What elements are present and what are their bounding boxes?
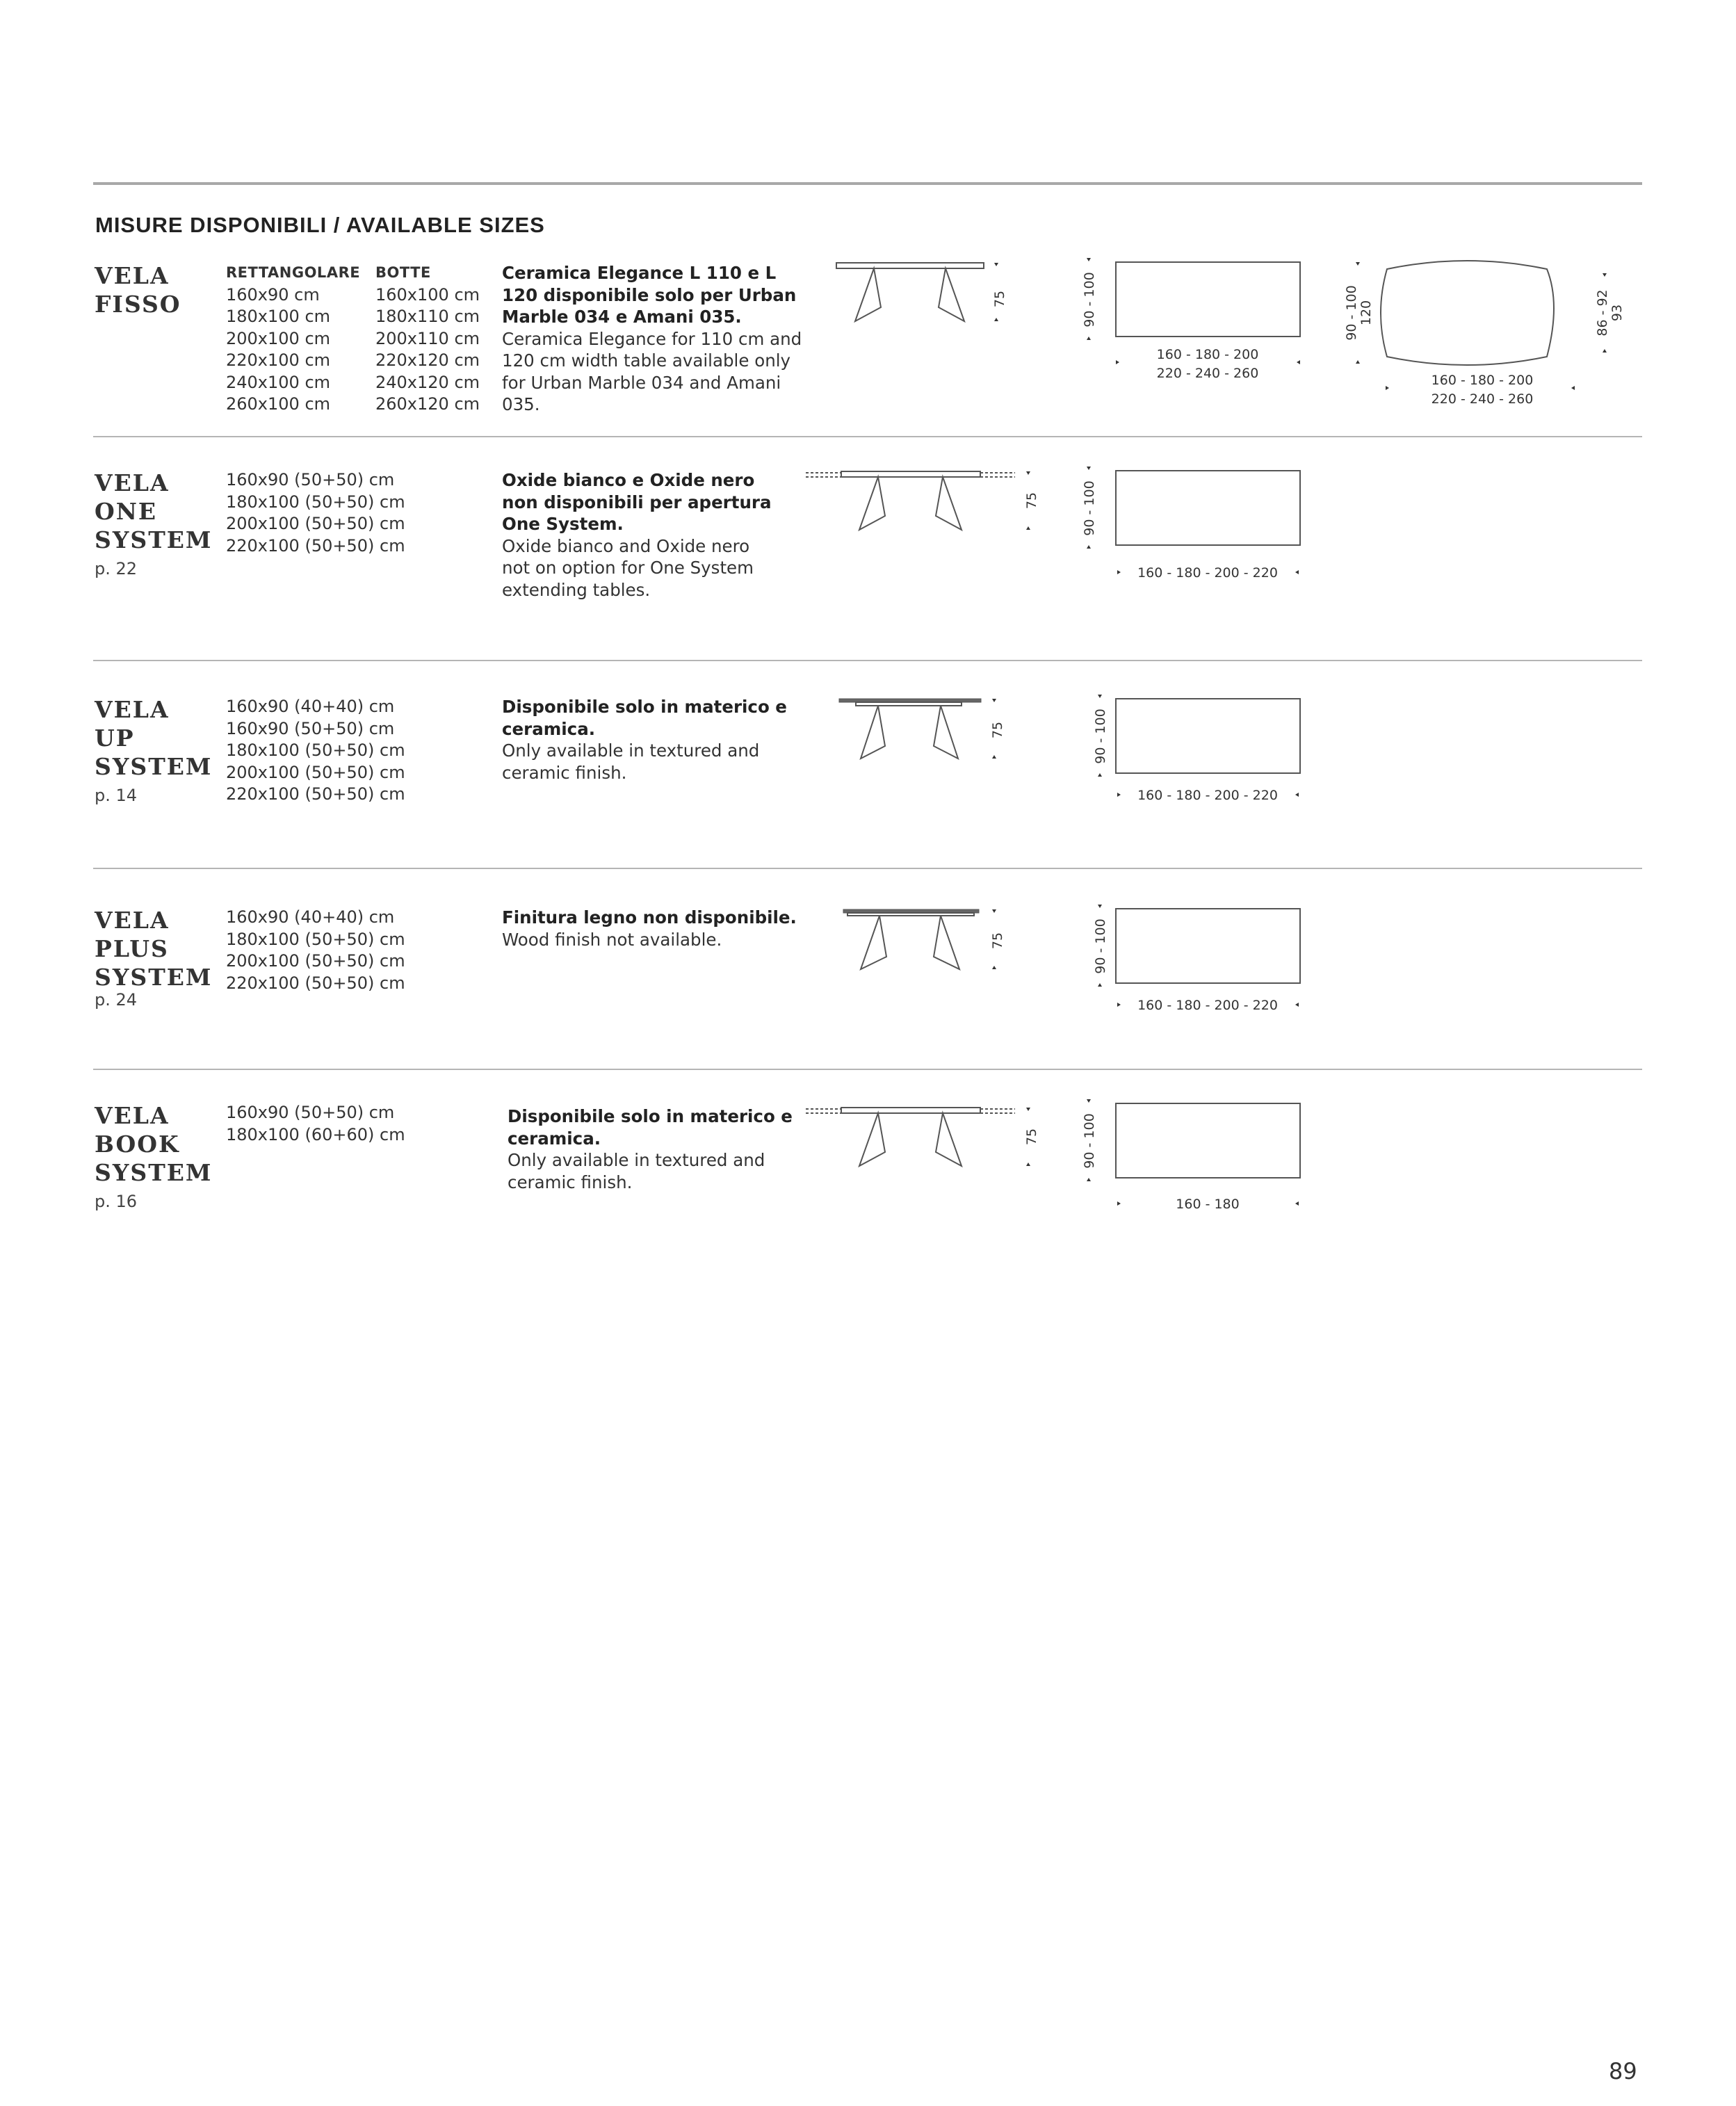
product-name-line: SYSTEM: [95, 526, 213, 553]
depth-dim-label: 90 - 100: [1082, 1113, 1097, 1169]
size-item: 180x100 (50+50) cm: [226, 929, 405, 949]
size-item: 200x100 cm: [226, 328, 331, 348]
sizes-column: [226, 696, 405, 806]
size-item: 240x120 cm: [375, 372, 480, 392]
table-side-view-drawing: [803, 1101, 1039, 1184]
note-bold: Oxide bianco e Oxide nero non disponibili per apertura One System.: [502, 470, 772, 534]
table-side-view-drawing: [831, 902, 1012, 986]
size-item: 220x100 (50+50) cm: [226, 973, 405, 993]
product-name-line: SYSTEM: [95, 964, 213, 991]
sizes-column: [226, 1102, 405, 1146]
botte-end-label: 93: [1609, 304, 1625, 322]
table-top-view-drawing: [1074, 900, 1311, 1026]
note-text: Ceramica Elegance for 110 cm and 120 cm width table available only for Urban Marble 034 and Amani 035.: [502, 328, 802, 414]
note-bold: Disponibile solo in materico e ceramica.: [502, 697, 787, 739]
size-item: 160x90 (40+40) cm: [226, 907, 395, 927]
height-dim-label: 75: [992, 290, 1007, 308]
size-item: 160x100 cm: [375, 284, 480, 305]
size-item: 160x90 cm: [226, 284, 320, 305]
table-top-view-drawing: [1074, 690, 1311, 816]
divider-rule: [93, 868, 1642, 869]
product-name-line: BOOK: [95, 1131, 180, 1158]
size-item: 160x90 (50+50) cm: [226, 718, 395, 738]
botte-depth-label: 90 - 100: [1344, 285, 1359, 341]
page-heading: MISURE DISPONIBILI / AVAILABLE SIZES: [95, 213, 545, 237]
size-item: 260x120 cm: [375, 394, 480, 414]
size-item: 220x100 (50+50) cm: [226, 535, 405, 556]
size-item: 200x100 (50+50) cm: [226, 514, 405, 533]
table-top-view-drawing: [1074, 1095, 1311, 1220]
divider-rule: [93, 436, 1642, 437]
divider-rule: [93, 1069, 1642, 1070]
one-system-note: [502, 469, 780, 601]
table-side-view-drawing: [831, 257, 1012, 341]
product-name-line: PLUS: [95, 935, 169, 962]
size-item: 200x110 cm: [375, 328, 480, 348]
rect-sizes-column: [226, 262, 360, 416]
size-item: 240x100 cm: [226, 372, 331, 392]
product-name-vela-plus-system: [95, 906, 212, 991]
product-name-line: FISSO: [95, 291, 181, 318]
page-reference: p. 14: [95, 786, 138, 805]
top-rule: [93, 182, 1642, 185]
size-item: 200x100 (50+50) cm: [226, 762, 405, 782]
depth-dim-label: 90 - 100: [1082, 272, 1097, 327]
note-text: Only available in textured and ceramic finish.: [508, 1150, 765, 1192]
height-dim-label: 75: [1024, 492, 1039, 510]
length-dim-label: 160 - 180 - 200: [1156, 347, 1259, 362]
size-item: 220x100 cm: [226, 350, 331, 370]
up-system-note: [502, 696, 794, 784]
botte-sizes-column: [375, 262, 480, 416]
page-number: 89: [1609, 2058, 1637, 2084]
product-name-line: SYSTEM: [95, 753, 213, 780]
product-name-vela-up-system: [95, 695, 212, 781]
note-bold: Disponibile solo in materico e ceramica.: [508, 1106, 793, 1149]
size-item: 220x120 cm: [375, 350, 480, 370]
height-dim-label: 75: [1024, 1128, 1039, 1146]
column-header: RETTANGOLARE: [226, 264, 361, 281]
book-system-note: [508, 1105, 800, 1193]
length-dim-label: 160 - 180 - 200 - 220: [1137, 565, 1278, 581]
size-item: 160x90 (40+40) cm: [226, 697, 395, 716]
product-name-line: VELA: [95, 1102, 170, 1129]
note-bold: Finitura legno non disponibile.: [502, 907, 797, 928]
height-dim-label: 75: [990, 932, 1005, 950]
page-reference: p. 16: [95, 1192, 138, 1211]
sizes-column: [226, 469, 405, 557]
table-side-view-drawing: [803, 464, 1039, 548]
column-header: BOTTE: [375, 264, 431, 281]
botte-end-label: 86 - 92: [1595, 289, 1610, 337]
table-top-view-drawing: [1074, 254, 1311, 386]
sizes-column: [226, 907, 405, 994]
size-item: 260x100 cm: [226, 394, 331, 414]
product-name-vela-one-system: [95, 469, 212, 554]
page-reference: p. 24: [95, 990, 138, 1010]
botte-depth-label: 120: [1358, 300, 1374, 326]
length-dim-label: 220 - 240 - 260: [1156, 366, 1259, 381]
size-item: 180x100 (50+50) cm: [226, 492, 405, 512]
note-text: Only available in textured and ceramic finish.: [502, 740, 760, 783]
botte-length-label: 220 - 240 - 260: [1431, 391, 1534, 407]
size-item: 200x100 (50+50) cm: [226, 951, 405, 971]
note-text: Oxide bianco and Oxide nero not on option for One System extending tables.: [502, 535, 754, 600]
depth-dim-label: 90 - 100: [1082, 480, 1097, 536]
table-side-view-drawing: [831, 692, 1012, 775]
product-name-line: VELA: [95, 262, 170, 289]
size-item: 220x100 (50+50) cm: [226, 784, 405, 804]
height-dim-label: 75: [990, 721, 1005, 739]
product-name-vela-fisso: [95, 261, 181, 318]
botte-top-view-drawing: [1338, 254, 1630, 407]
product-name-line: ONE: [95, 498, 158, 525]
note-bold: Ceramica Elegance L 110 e L 120 disponibile solo per Urban Marble 034 e Amani 035.: [502, 263, 797, 327]
length-dim-label: 160 - 180 - 200 - 220: [1137, 998, 1278, 1013]
fisso-note: [502, 262, 815, 416]
note-text: Wood finish not available.: [502, 929, 722, 950]
product-name-vela-book-system: [95, 1101, 212, 1187]
size-item: 180x100 (60+60) cm: [226, 1124, 405, 1144]
page-reference: p. 22: [95, 559, 138, 578]
size-item: 180x100 cm: [226, 307, 331, 326]
length-dim-label: 160 - 180 - 200 - 220: [1137, 788, 1278, 803]
depth-dim-label: 90 - 100: [1093, 918, 1108, 974]
size-item: 160x90 (50+50) cm: [226, 1103, 395, 1122]
product-name-line: UP: [95, 724, 135, 752]
product-name-line: VELA: [95, 696, 170, 723]
size-item: 180x100 (50+50) cm: [226, 740, 405, 760]
size-item: 160x90 (50+50) cm: [226, 470, 395, 489]
depth-dim-label: 90 - 100: [1093, 708, 1108, 764]
product-name-line: VELA: [95, 907, 170, 934]
product-name-line: VELA: [95, 469, 170, 496]
length-dim-label: 160 - 180: [1176, 1197, 1240, 1212]
plus-system-note: [502, 907, 815, 950]
product-name-line: SYSTEM: [95, 1159, 213, 1186]
botte-length-label: 160 - 180 - 200: [1431, 373, 1534, 388]
size-item: 180x110 cm: [375, 307, 480, 326]
divider-rule: [93, 660, 1642, 661]
table-top-view-drawing: [1074, 462, 1311, 588]
